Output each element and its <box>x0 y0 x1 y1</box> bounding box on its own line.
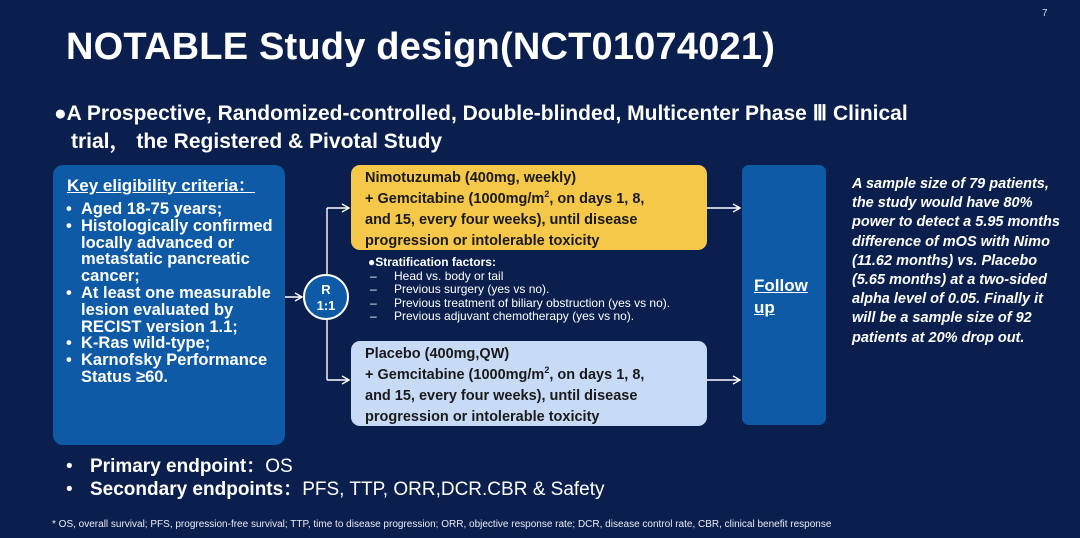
stratification-item: – Head vs. body or tail <box>368 270 728 284</box>
page-number: 7 <box>1042 8 1048 19</box>
sample-size-note: A sample size of 79 patients, the study would have 80% power to detect a 5.95 months difference of mOS with Nimo (11.62 months) vs. Placebo (5.65 months) at a two-sided alpha level of 0.05. Finally it will be a sample size of 92 patients at 20% drop out. <box>852 176 1060 346</box>
stratification-title: ●Stratification factors: <box>368 255 496 269</box>
nimo-line-1: Nimotuzumab (400mg, weekly) <box>365 170 577 186</box>
eligibility-item: • K-Ras wild-type; <box>64 335 282 352</box>
eligibility-item: • Karnofsky Performance Status ≥60. <box>64 352 282 386</box>
subtitle-line-1: ●A Prospective, Randomized-controlled, Double-blinded, Multicenter Phase Ⅲ Clinical <box>54 102 908 125</box>
stratification-item: – Previous surgery (yes vs no). <box>368 283 728 297</box>
placebo-line-2: + Gemcitabine ($1000mg/m^2$, on days 1, 8, <box>365 365 645 383</box>
footnote: * OS, overall survival; PFS, progression-free survival; TTP, time to disease progression; ORR, objective response rate; DCR, disease control rate, CBR, clinical benefit response <box>52 519 832 530</box>
slide-title: NOTABLE Study design(NCT01074021) <box>66 26 776 68</box>
placebo-line-4: progression or intolerable toxicity <box>365 409 600 425</box>
stratification-item: – Previous adjuvant chemotherapy (yes vs no). <box>368 310 728 324</box>
randomization-circle <box>303 274 349 320</box>
primary-endpoint: • Primary endpoint：OS <box>66 455 605 478</box>
placebo-arm-text <box>365 344 701 428</box>
endpoints-list <box>66 455 605 501</box>
nimo-line-4: progression or intolerable toxicity <box>365 233 600 249</box>
follow-up-label: Follow up <box>754 276 808 317</box>
stratification-item: – Previous treatment of biliary obstruction (yes vs no). <box>368 297 728 311</box>
eligibility-title: Key eligibility criteria： <box>67 176 256 195</box>
nimotuzumab-arm-text <box>365 168 701 252</box>
subtitle-line-2: trial， the Registered & Pivotal Study <box>71 130 443 153</box>
eligibility-item: • Aged 18-75 years; <box>64 201 282 218</box>
placebo-line-1: Placebo (400mg,QW) <box>365 346 510 362</box>
nimotuzumab-arm-box <box>351 165 707 250</box>
eligibility-item: • At least one measurable lesion evaluated by RECIST version 1.1; <box>64 285 282 335</box>
placebo-line-3: and 15, every four weeks), until disease <box>365 388 638 404</box>
eligibility-item: • Histologically confirmed locally advanced or metastatic pancreatic cancer; <box>64 218 282 285</box>
placebo-arm-box <box>351 341 707 426</box>
nimo-line-3: and 15, every four weeks), until disease <box>365 212 638 228</box>
nimo-line-2: + Gemcitabine ($1000mg/m^2$, on days 1, 8, <box>365 189 645 207</box>
randomization-label: R <box>321 282 331 297</box>
randomization-ratio: 1:1 <box>316 298 336 313</box>
stratification-factors <box>368 256 728 324</box>
secondary-endpoints: • Secondary endpoints：PFS, TTP, ORR,DCR.CBR & Safety <box>66 478 605 501</box>
